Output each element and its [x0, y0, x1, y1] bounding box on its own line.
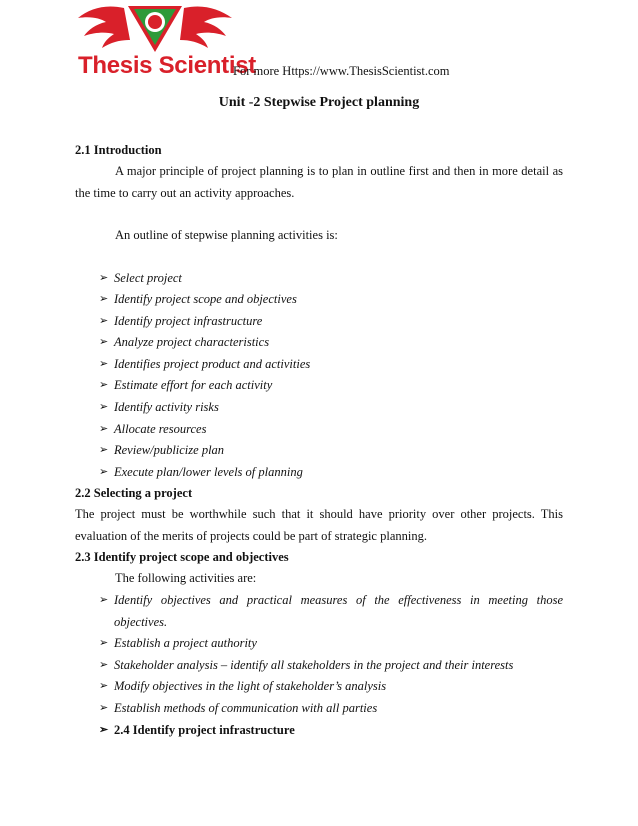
arrow-bullet-icon: ➢ — [99, 723, 109, 736]
arrow-bullet-icon: ➢ — [99, 379, 109, 392]
list-item: ➢ Identifies project product and activities — [99, 354, 563, 376]
list-item: ➢ Analyze project characteristics — [99, 332, 563, 354]
intro-paragraph: A major principle of project planning is to plan in outline first and then in more detail as the time to carry out an activity approaches. — [75, 164, 563, 200]
header-website-link[interactable]: For more Https://www.ThesisScientist.com — [233, 64, 450, 78]
selecting-paragraph: The project must be worthwhile such that it should have priority over other projects. This evaluation of the merits of projects could be part of strategic planning. — [75, 507, 563, 543]
arrow-bullet-icon: ➢ — [99, 401, 109, 414]
scope-paragraph: The following activities are: — [115, 571, 257, 586]
arrow-bullet-icon: ➢ — [99, 701, 109, 714]
intro-outline-paragraph: An outline of stepwise planning activities is: — [115, 228, 338, 242]
arrow-bullet-icon: ➢ — [99, 422, 109, 435]
page-title: Unit -2 Stepwise Project planning — [218, 95, 420, 110]
logo-text: Thesis Scientist — [78, 52, 256, 79]
list-item: ➢ Review/publicize plan — [99, 440, 563, 462]
list-item: ➢ Execute plan/lower levels of planning — [99, 462, 563, 484]
list-item: ➢ Allocate resources — [99, 419, 563, 441]
arrow-bullet-icon: ➢ — [99, 444, 109, 457]
arrow-bullet-icon: ➢ — [99, 271, 109, 284]
list-item: ➢ Estimate effort for each activity — [99, 375, 563, 397]
logo-emblem-icon — [76, 0, 236, 55]
list-item: ➢ Identify objectives and practical measures of the effectiveness in meeting those objectives. — [99, 590, 563, 633]
arrow-bullet-icon: ➢ — [99, 593, 109, 606]
arrow-bullet-icon: ➢ — [99, 658, 109, 671]
arrow-bullet-icon: ➢ — [99, 465, 109, 478]
scope-activities-list — [75, 590, 563, 741]
list-item: ➢ Identify project scope and objectives — [99, 289, 563, 311]
arrow-bullet-icon: ➢ — [99, 637, 109, 650]
thesis-scientist-logo — [76, 0, 256, 82]
arrow-bullet-icon: ➢ — [99, 314, 109, 327]
list-item: ➢ Select project — [99, 268, 563, 290]
list-item-heading-infrastructure: ➢ 2.4 Identify project infrastructure — [99, 720, 563, 742]
list-item: ➢ Establish methods of communication with all parties — [99, 698, 563, 720]
arrow-bullet-icon: ➢ — [99, 293, 109, 306]
section-heading-selecting-project: 2.2 Selecting a project — [75, 486, 193, 501]
arrow-bullet-icon: ➢ — [99, 680, 109, 693]
list-item: ➢ Identify project infrastructure — [99, 311, 563, 333]
planning-activities-list — [75, 268, 563, 484]
list-item: ➢ Modify objectives in the light of stakeholder’s analysis — [99, 676, 563, 698]
section-heading-introduction: 2.1 Introduction — [75, 143, 162, 157]
list-item: ➢ Establish a project authority — [99, 633, 563, 655]
document-body — [75, 140, 563, 741]
arrow-bullet-icon: ➢ — [99, 357, 109, 370]
arrow-bullet-icon: ➢ — [99, 336, 109, 349]
list-item: ➢ Identify activity risks — [99, 397, 563, 419]
section-heading-scope-objectives: 2.3 Identify project scope and objectives — [75, 550, 289, 565]
list-item: ➢ Stakeholder analysis – identify all stakeholders in the project and their interests — [99, 655, 563, 677]
